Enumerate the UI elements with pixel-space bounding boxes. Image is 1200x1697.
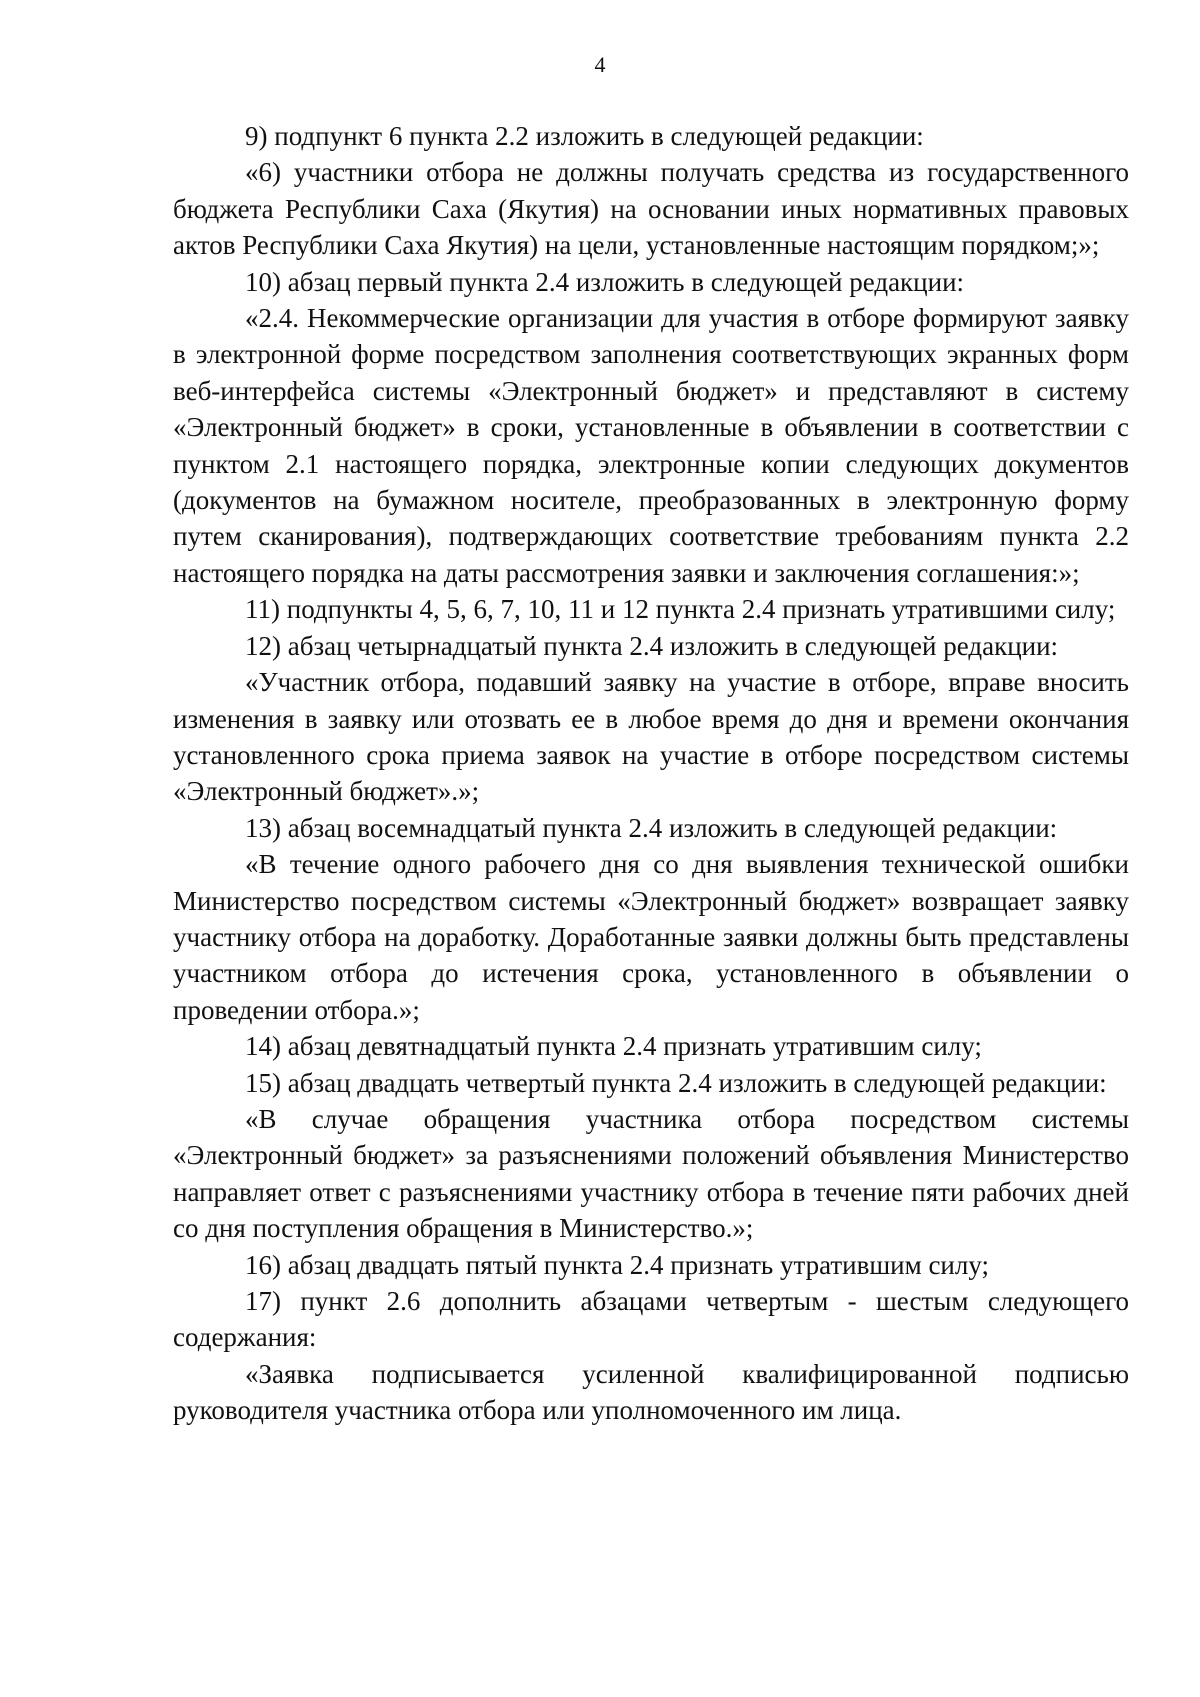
page-number: 4 — [594, 52, 606, 77]
paragraph: 14) абзац девятнадцатый пункта 2.4 признать утратившим силу; — [245, 1031, 982, 1062]
paragraph: «В случае обращения участника отбора посредством системы «Электронный бюджет» за разъяснениями положений объявления Министерство направляет ответ с разъяснениями участнику отбора в течение пяти рабочих дней со дня поступления обращения в Министерство.»; — [173, 1103, 1129, 1244]
paragraph: 11) подпункты 4, 5, 6, 7, 10, 11 и 12 пункта 2.4 признать утратившими силу; — [245, 594, 1116, 625]
paragraph: 15) абзац двадцать четвертый пункта 2.4 изложить в следующей редакции: — [245, 1067, 1107, 1098]
paragraph: 16) абзац двадцать пятый пункта 2.4 признать утратившим силу; — [245, 1249, 989, 1280]
paragraph: «Участник отбора, подавший заявку на участие в отборе, вправе вносить изменения в заявку или отозвать ее в любое время до дня и времени окончания установленного срока приема заявок на участие в отборе посредством системы «Электронный бюджет».»; — [173, 667, 1129, 807]
document-body — [173, 118, 1129, 1429]
paragraph: «В течение одного рабочего дня со дня выявления технической ошибки Министерство посредством системы «Электронный бюджет» возвращает заявку участнику отбора на доработку. Доработанные заявки должны быть представлены участником отбора до истечения срока, установленного в объявлении о проведении отбора.»; — [173, 849, 1129, 1025]
paragraph: «2.4. Некоммерческие организации для участия в отборе формируют заявку в электронной форме посредством заполнения соответствующих экранных форм веб-интерфейса системы «Электронный бюджет» и представляют в систему «Электронный бюджет» в сроки, установленные в объявлении в соответствии с пунктом 2.1 настоящего порядка, электронные копии следующих документов (документов на бумажном носителе, преобразованных в электронную форму путем сканирования), подтверждающих соответствие требованиям пункта 2.2 настоящего порядка на даты рассмотрения заявки и заключения соглашения:»; — [173, 303, 1129, 588]
paragraph: «Заявка подписывается усиленной квалифицированной подписью руководителя участника отбора или уполномоченного им лица. — [173, 1358, 1129, 1426]
paragraph: 9) подпункт 6 пункта 2.2 изложить в следующей редакции: — [245, 121, 924, 151]
paragraph: 13) абзац восемнадцатый пункта 2.4 изложить в следующей редакции: — [245, 812, 1058, 843]
paragraph: 12) абзац четырнадцатый пункта 2.4 изложить в следующей редакции: — [245, 630, 1059, 661]
paragraph: «6) участники отбора не должны получать средства из государственного бюджета Республики Саха (Якутия) на основании иных нормативных правовых актов Республики Саха Якутия) на цели, установленные настоящим порядком;»; — [173, 157, 1129, 261]
paragraph: 10) абзац первый пункта 2.4 изложить в следующей редакции: — [245, 266, 965, 297]
paragraph: 17) пункт 2.6 дополнить абзацами четвертым - шестым следующего содержания: — [173, 1286, 1129, 1353]
